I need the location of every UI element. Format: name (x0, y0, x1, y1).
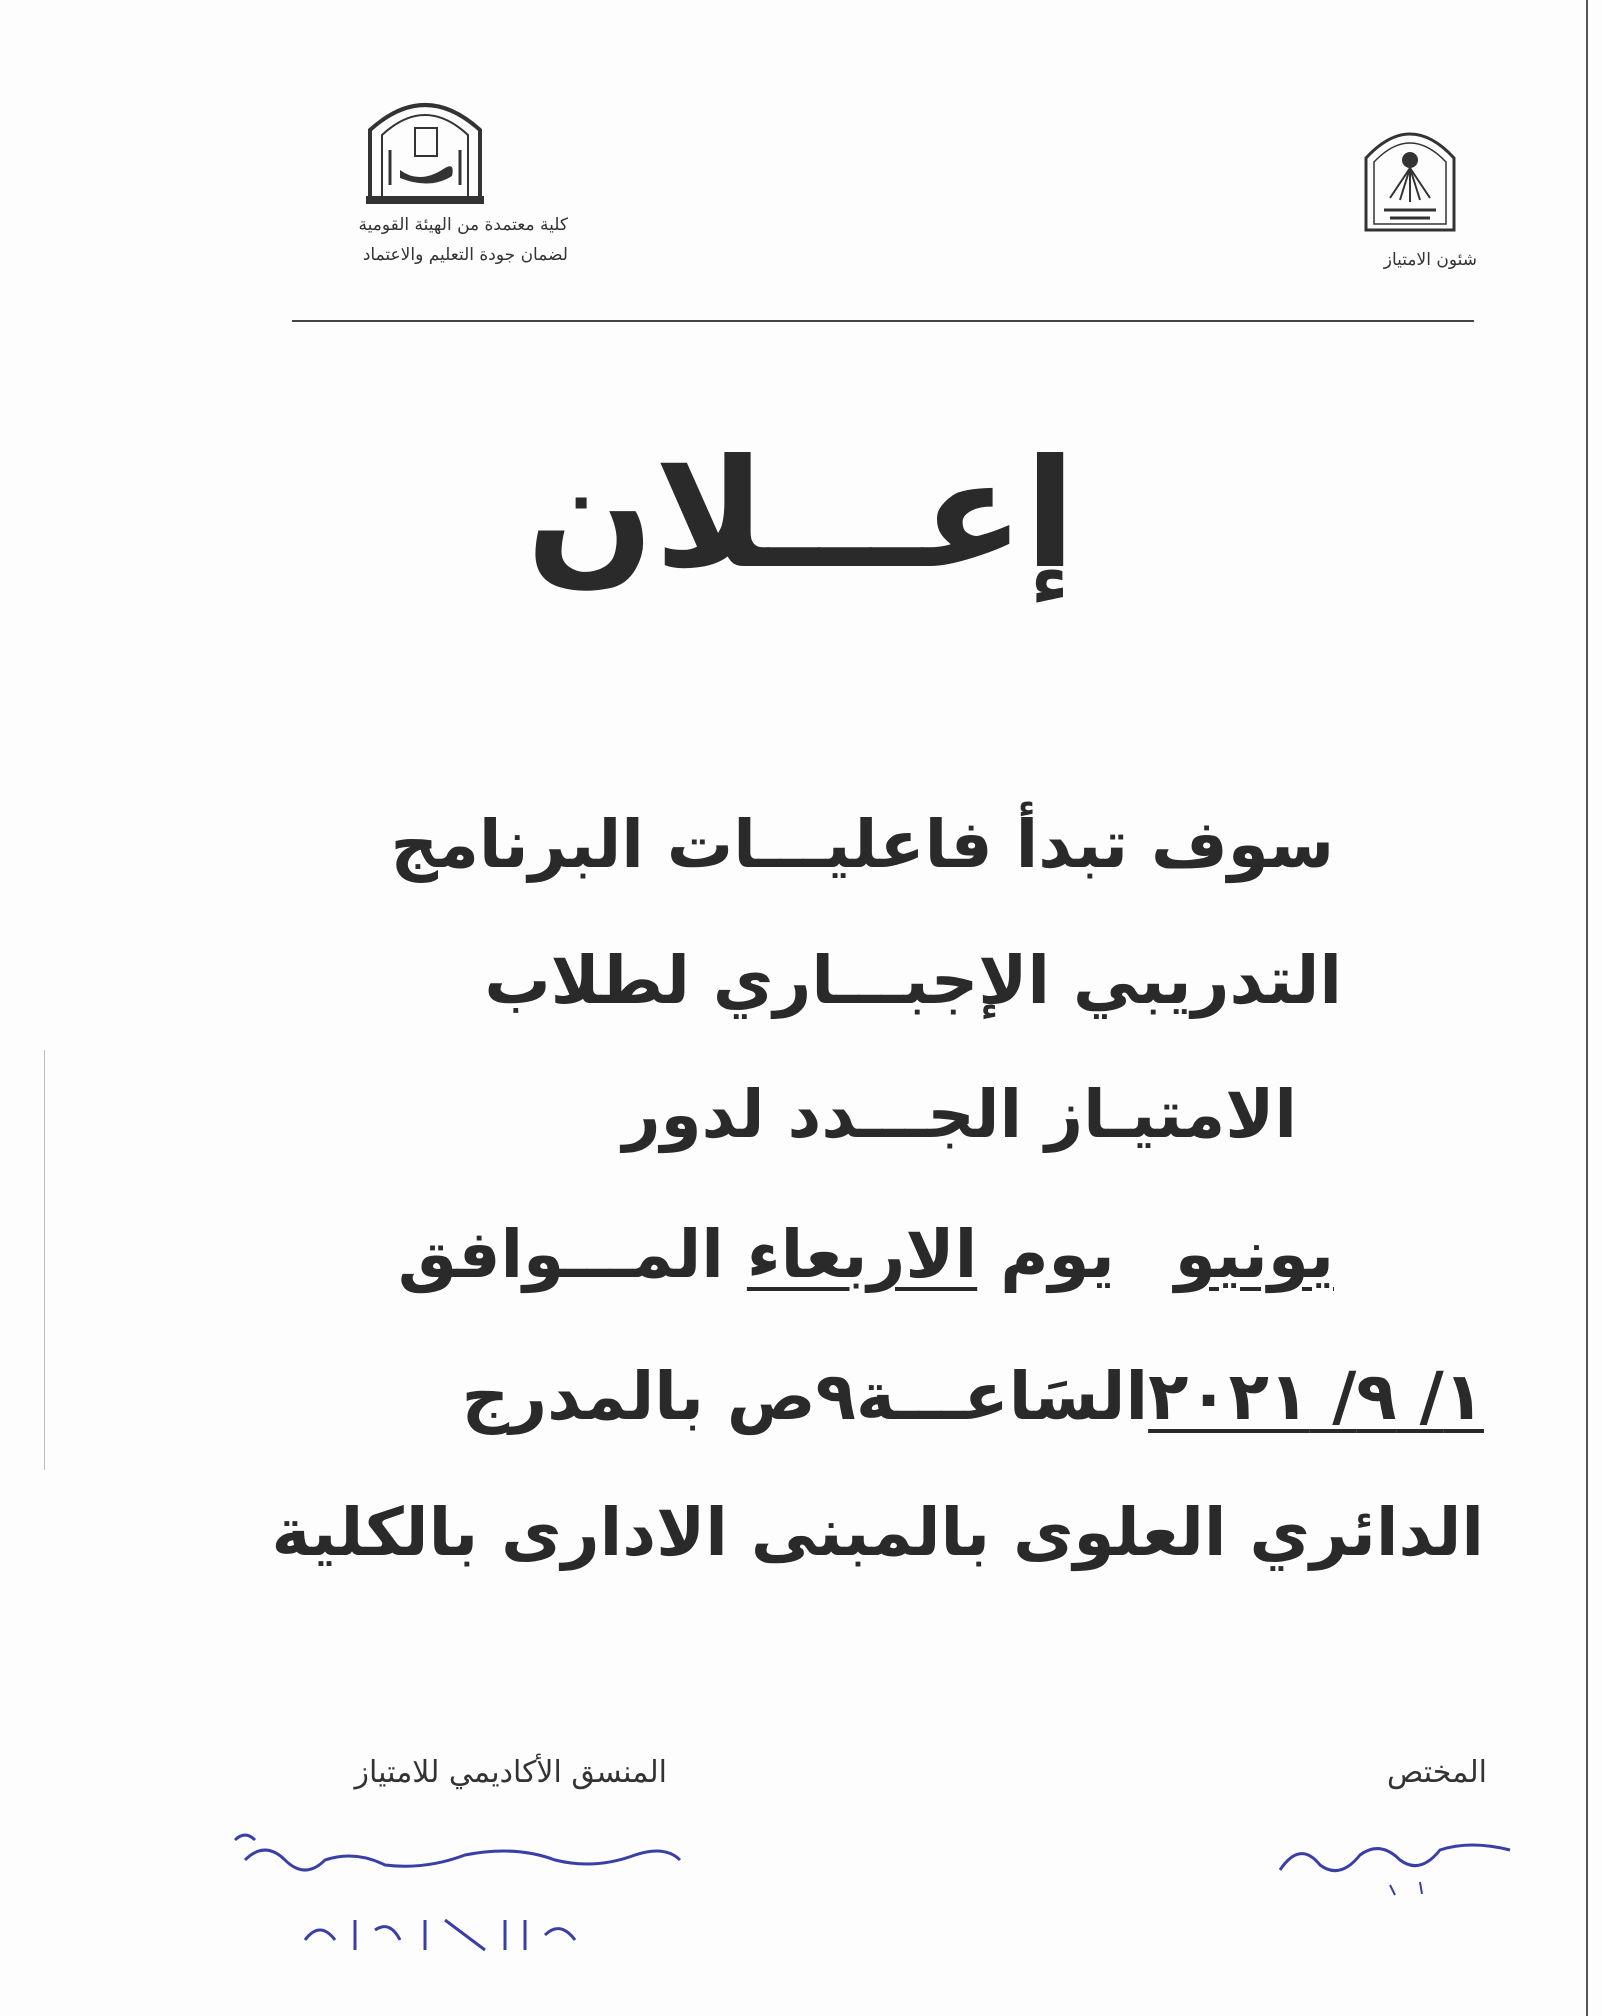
time-location: السَاعـــة٩ص بالمدرج (461, 1358, 1149, 1435)
accreditation-line-2: لضمان جودة التعليم والاعتماد (362, 245, 568, 265)
assiut-university-logo (1360, 118, 1460, 233)
month-label: يونيو (1174, 1216, 1334, 1293)
corresponding-label: المـــوافق (397, 1216, 724, 1293)
body-line-2: التدريبي الإجبـــاري لطلاب (484, 942, 1342, 1019)
body-line-1: سوف تبدأ فاعليـــات البرنامج (390, 806, 1334, 883)
specialist-label: المختص (1387, 1755, 1487, 1790)
body-line-5 (461, 1358, 1484, 1435)
weekday-label: الاربعاء (746, 1216, 978, 1293)
accreditation-line-1: كلية معتمدة من الهيئة القومية (358, 215, 568, 235)
body-line-3: الامتيـاز الجـــدد لدور (622, 1076, 1297, 1153)
internship-affairs-label: شئون الامتياز (1383, 250, 1477, 270)
day-label: يوم (1000, 1216, 1115, 1293)
academic-coordinator-label: المنسق الأكاديمي للامتياز (354, 1755, 667, 1790)
scan-edge-left (44, 1050, 45, 1470)
body-line-4 (397, 1216, 1334, 1293)
faculty-of-nursing-logo (360, 90, 490, 210)
coordinator-signature (225, 1820, 695, 1970)
date-value: ١/ ٩/ ٢٠٢١ (1148, 1358, 1484, 1435)
scan-edge-right (1586, 0, 1588, 2016)
specialist-signature (1270, 1820, 1530, 1900)
header-divider (292, 320, 1474, 322)
body-line-6: الدائري العلوى بالمبنى الادارى بالكلية (271, 1494, 1484, 1571)
announcement-title: إعـــلان (526, 428, 1076, 602)
